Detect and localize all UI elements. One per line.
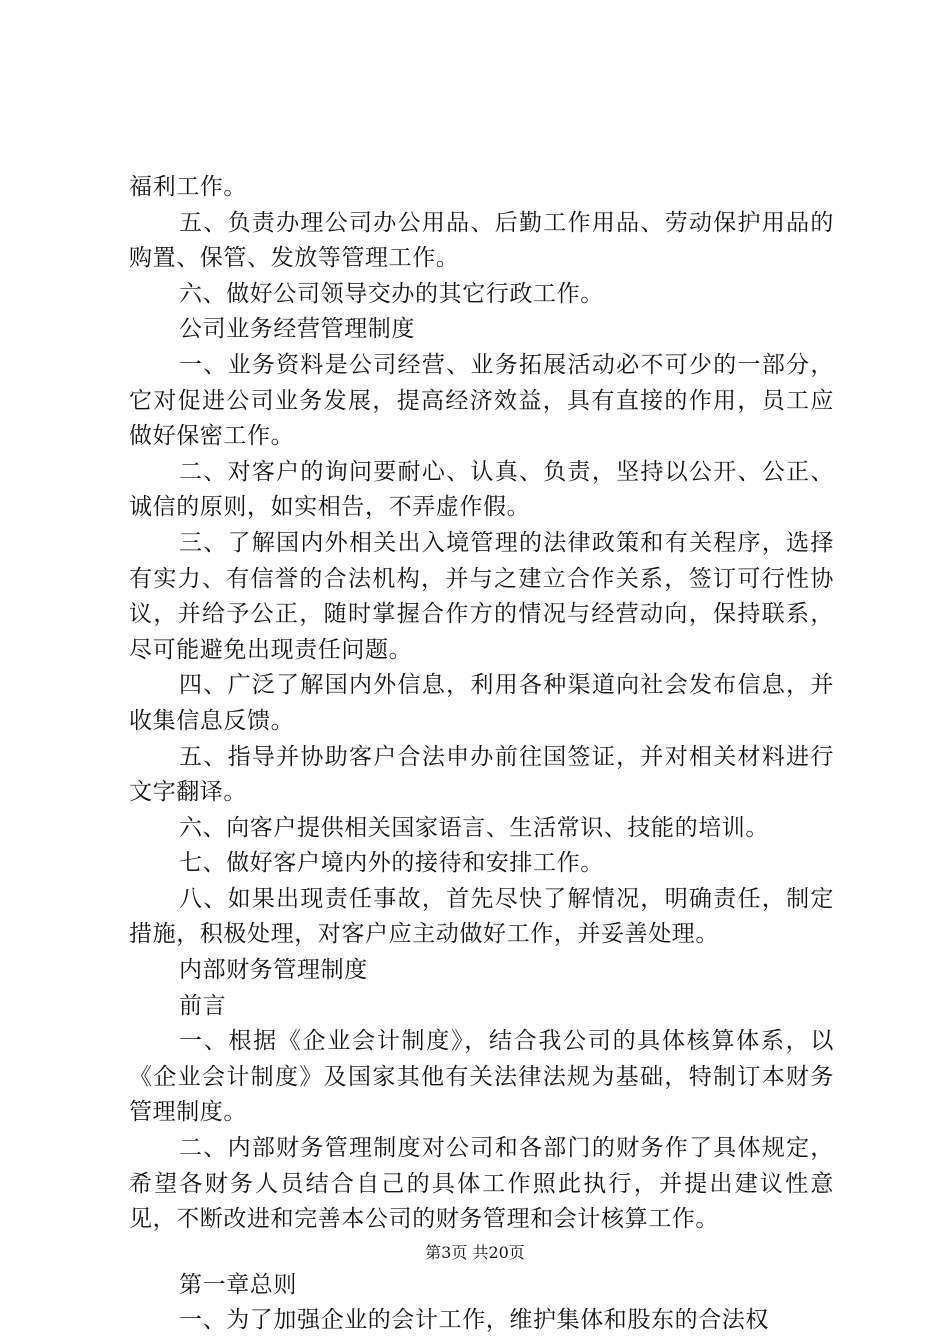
paragraph: 五、负责办理公司办公用品、后勤工作用品、劳动保护用品的购置、保管、发放等管理工作。 [129,209,834,272]
paragraph: 二、对客户的询问要耐心、认真、负责，坚持以公开、公正、诚信的原则，如实相告，不弄虚作假。 [129,458,834,521]
section-heading: 前言 [179,992,227,1019]
section-heading: 公司业务经营管理制度 [179,316,415,343]
page-footer: 第3页 共20页 [425,1243,525,1262]
paragraph: 四、广泛了解国内外信息，利用各种渠道向社会发布信息，并收集信息反馈。 [129,672,834,734]
paragraph: 五、指导并协助客户合法申办前往国签证，并对相关材料进行文字翻译。 [129,743,834,806]
paragraph: 六、向客户提供相关国家语言、生活常识、技能的培训。 [179,814,769,841]
paragraph: 八、如果出现责任事故，首先尽快了解情况，明确责任，制定措施，积极处理，对客户应主动做好工作，并妥善处理。 [129,885,834,948]
paragraph: 福利工作。 [129,174,247,200]
section-heading: 内部财务管理制度 [179,957,368,984]
document-body [129,170,834,1339]
paragraph: 七、做好客户境内外的接待和安排工作。 [179,850,604,877]
paragraph: 一、为了加强企业的会计工作，维护集体和股东的合法权 [179,1307,769,1334]
paragraph: 二、内部财务管理制度对公司和各部门的财务作了具体规定，希望各财务人员结合自己的具体工作照此执行，并提出建议性意见，不断改进和完善本公司的财务管理和会计核算工作。 [129,1135,834,1233]
paragraph: 一、业务资料是公司经营、业务拓展活动必不可少的一部分，它对促进公司业务发展，提高经济效益，具有直接的作用，员工应做好保密工作。 [129,351,834,450]
chapter-heading: 第一章总则 [179,1271,297,1298]
paragraph: 一、根据《企业会计制度》，结合我公司的具体核算体系，以《企业会计制度》及国家其他有关法律法规为基础，特制订本财务管理制度。 [129,1028,834,1126]
paragraph: 六、做好公司领导交办的其它行政工作。 [179,280,604,307]
paragraph: 三、了解国内外相关出入境管理的法律政策和有关程序，选择有实力、有信誉的合法机构，并与之建立合作关系，签订可行性协议，并给予公正，随时掌握合作方的情况与经营动向，保持联系，尽可能避免出现责任问题。 [129,529,834,663]
